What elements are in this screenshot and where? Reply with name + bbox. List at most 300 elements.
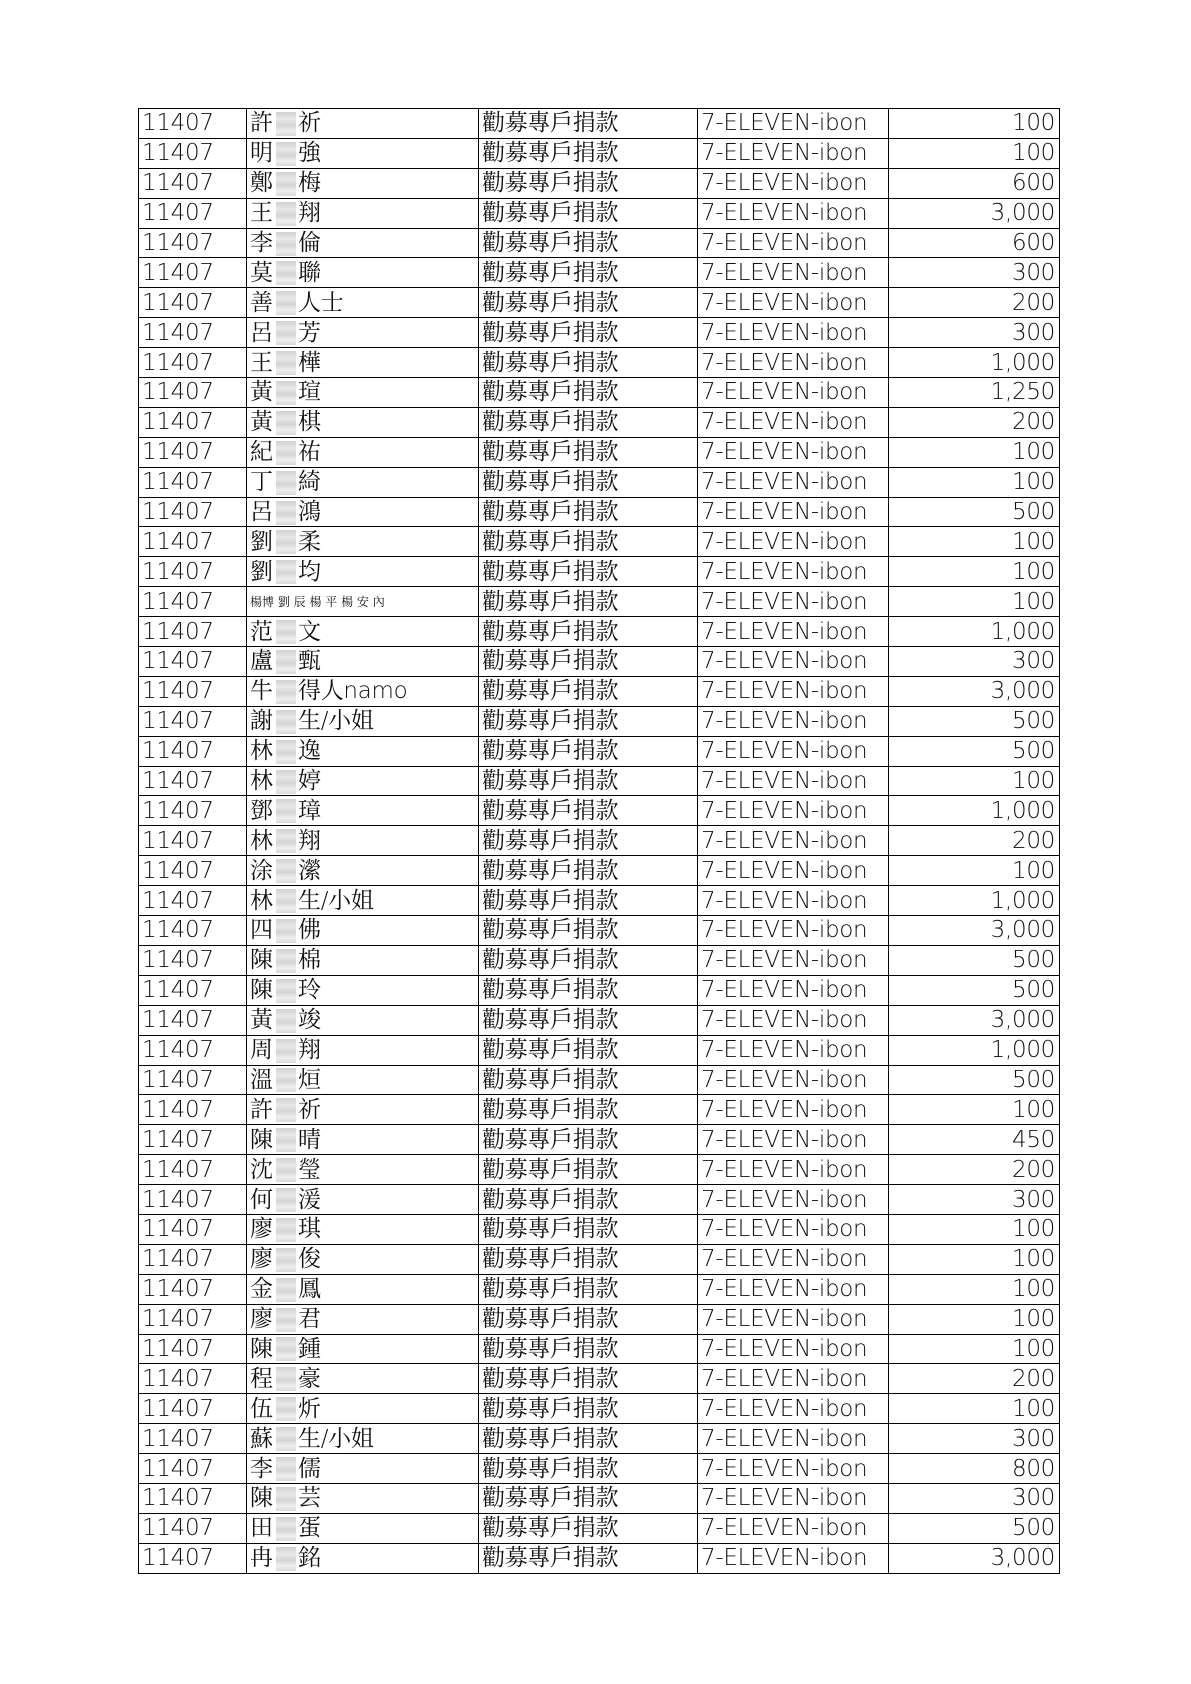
period-cell: 11407 bbox=[139, 886, 247, 916]
period-cell: 11407 bbox=[139, 1304, 247, 1334]
donor-surname: 金 bbox=[250, 1276, 273, 1303]
donor-surname: 呂 bbox=[250, 499, 273, 526]
donor-given-name: 翔 bbox=[298, 1037, 321, 1064]
donation-table bbox=[138, 108, 1060, 1574]
donor-surname: 陳 bbox=[250, 977, 273, 1004]
donation-type-cell: 勸募專戶捐款 bbox=[479, 826, 698, 856]
payment-channel-cell: 7-ELEVEN-ibon bbox=[698, 1483, 889, 1513]
donor-given-name: 烜 bbox=[298, 1066, 321, 1093]
donor-given-name: 祐 bbox=[298, 439, 321, 466]
donation-type-cell: 勸募專戶捐款 bbox=[479, 1244, 698, 1274]
redaction-block bbox=[276, 889, 296, 913]
redaction-block bbox=[276, 351, 296, 375]
payment-channel-cell: 7-ELEVEN-ibon bbox=[698, 288, 889, 318]
amount-cell: 500 bbox=[889, 1513, 1060, 1543]
table-row bbox=[139, 706, 1060, 736]
amount-cell: 100 bbox=[889, 138, 1060, 168]
period-cell: 11407 bbox=[139, 1334, 247, 1364]
period-cell: 11407 bbox=[139, 437, 247, 467]
period-cell: 11407 bbox=[139, 318, 247, 348]
donor-name-cell bbox=[247, 706, 479, 736]
donation-type-cell: 勸募專戶捐款 bbox=[479, 766, 698, 796]
amount-cell: 800 bbox=[889, 1454, 1060, 1484]
donor-surname: 盧 bbox=[250, 648, 273, 675]
table-row bbox=[139, 1095, 1060, 1125]
donation-type-cell: 勸募專戶捐款 bbox=[479, 497, 698, 527]
period-cell: 11407 bbox=[139, 1095, 247, 1125]
donor-given-name: 生/小姐 bbox=[298, 1425, 374, 1452]
payment-channel-cell: 7-ELEVEN-ibon bbox=[698, 1543, 889, 1573]
amount-cell: 100 bbox=[889, 1095, 1060, 1125]
period-cell: 11407 bbox=[139, 198, 247, 228]
donor-name-cell bbox=[247, 1543, 479, 1573]
amount-cell: 1,000 bbox=[889, 796, 1060, 826]
payment-channel-cell: 7-ELEVEN-ibon bbox=[698, 736, 889, 766]
payment-channel-cell: 7-ELEVEN-ibon bbox=[698, 258, 889, 288]
payment-channel-cell: 7-ELEVEN-ibon bbox=[698, 1274, 889, 1304]
donation-type-cell: 勸募專戶捐款 bbox=[479, 916, 698, 946]
donor-name-cell bbox=[247, 1155, 479, 1185]
period-cell: 11407 bbox=[139, 706, 247, 736]
donor-surname: 廖 bbox=[250, 1216, 273, 1243]
amount-cell: 100 bbox=[889, 557, 1060, 587]
donation-type-cell: 勸募專戶捐款 bbox=[479, 1185, 698, 1215]
donor-given-name: 豪 bbox=[298, 1365, 321, 1392]
donor-name-cell bbox=[247, 318, 479, 348]
donor-surname: 謝 bbox=[250, 708, 273, 735]
table-row bbox=[139, 1424, 1060, 1454]
donation-type-cell: 勸募專戶捐款 bbox=[479, 1543, 698, 1573]
redaction-block bbox=[276, 261, 296, 285]
donation-type-cell: 勸募專戶捐款 bbox=[479, 1005, 698, 1035]
donor-given-name: 祈 bbox=[298, 110, 321, 137]
donor-given-name: 生/小姐 bbox=[298, 887, 374, 914]
payment-channel-cell: 7-ELEVEN-ibon bbox=[698, 407, 889, 437]
donation-type-cell: 勸募專戶捐款 bbox=[479, 378, 698, 408]
donor-surname: 牛 bbox=[250, 678, 273, 705]
redaction-block bbox=[276, 530, 296, 554]
donor-surname: 王 bbox=[250, 200, 273, 227]
donor-given-name: 聯 bbox=[298, 259, 321, 286]
donor-name-cell bbox=[247, 1214, 479, 1244]
period-cell: 11407 bbox=[139, 826, 247, 856]
donor-name-text: 楊博 劉 辰 楊 平 楊 安 內 bbox=[250, 594, 385, 609]
period-cell: 11407 bbox=[139, 109, 247, 139]
donor-surname: 廖 bbox=[250, 1246, 273, 1273]
amount-cell: 300 bbox=[889, 258, 1060, 288]
donor-surname: 紀 bbox=[250, 439, 273, 466]
donation-type-cell: 勸募專戶捐款 bbox=[479, 1424, 698, 1454]
donor-name-cell bbox=[247, 736, 479, 766]
donation-type-cell: 勸募專戶捐款 bbox=[479, 557, 698, 587]
donor-given-name: 強 bbox=[298, 140, 321, 167]
redaction-block bbox=[276, 979, 296, 1003]
donation-type-cell: 勸募專戶捐款 bbox=[479, 109, 698, 139]
redaction-block bbox=[276, 441, 296, 465]
payment-channel-cell: 7-ELEVEN-ibon bbox=[698, 557, 889, 587]
donor-name-cell bbox=[247, 138, 479, 168]
amount-cell: 1,000 bbox=[889, 348, 1060, 378]
donor-name-cell bbox=[247, 168, 479, 198]
donor-name-cell bbox=[247, 378, 479, 408]
donor-surname: 陳 bbox=[250, 1126, 273, 1153]
period-cell: 11407 bbox=[139, 1005, 247, 1035]
period-cell: 11407 bbox=[139, 1274, 247, 1304]
amount-cell: 600 bbox=[889, 228, 1060, 258]
table-row bbox=[139, 437, 1060, 467]
donor-surname: 明 bbox=[250, 140, 273, 167]
period-cell: 11407 bbox=[139, 1394, 247, 1424]
redaction-block bbox=[276, 1039, 296, 1063]
donation-type-cell: 勸募專戶捐款 bbox=[479, 587, 698, 617]
redaction-block bbox=[276, 501, 296, 525]
period-cell: 11407 bbox=[139, 138, 247, 168]
amount-cell: 100 bbox=[889, 1244, 1060, 1274]
table-row bbox=[139, 1394, 1060, 1424]
donor-surname: 李 bbox=[250, 1455, 273, 1482]
redaction-block bbox=[276, 172, 296, 196]
donor-surname: 廖 bbox=[250, 1306, 273, 1333]
redaction-block bbox=[276, 620, 296, 644]
redaction-block bbox=[276, 1547, 296, 1571]
redaction-block bbox=[276, 1308, 296, 1332]
redaction-block bbox=[276, 1457, 296, 1481]
amount-cell: 3,000 bbox=[889, 1543, 1060, 1573]
redaction-block bbox=[276, 321, 296, 345]
donor-given-name: 梅 bbox=[298, 170, 321, 197]
table-row bbox=[139, 1005, 1060, 1035]
payment-channel-cell: 7-ELEVEN-ibon bbox=[698, 1065, 889, 1095]
donation-type-cell: 勸募專戶捐款 bbox=[479, 886, 698, 916]
table-row bbox=[139, 587, 1060, 617]
amount-cell: 100 bbox=[889, 1334, 1060, 1364]
payment-channel-cell: 7-ELEVEN-ibon bbox=[698, 378, 889, 408]
period-cell: 11407 bbox=[139, 258, 247, 288]
donor-name-cell bbox=[247, 1304, 479, 1334]
donor-surname: 丁 bbox=[250, 469, 273, 496]
donor-name-cell bbox=[247, 916, 479, 946]
donor-name-cell bbox=[247, 198, 479, 228]
redaction-block bbox=[276, 829, 296, 853]
amount-cell: 100 bbox=[889, 1304, 1060, 1334]
donor-surname: 許 bbox=[250, 110, 273, 137]
period-cell: 11407 bbox=[139, 1214, 247, 1244]
payment-channel-cell: 7-ELEVEN-ibon bbox=[698, 1095, 889, 1125]
table-row bbox=[139, 736, 1060, 766]
donation-type-cell: 勸募專戶捐款 bbox=[479, 856, 698, 886]
amount-cell: 100 bbox=[889, 1274, 1060, 1304]
amount-cell: 600 bbox=[889, 168, 1060, 198]
period-cell: 11407 bbox=[139, 587, 247, 617]
redaction-block bbox=[276, 1128, 296, 1152]
donation-type-cell: 勸募專戶捐款 bbox=[479, 1214, 698, 1244]
donor-given-name: 蛋 bbox=[298, 1515, 321, 1542]
donor-given-name: 瑩 bbox=[298, 1156, 321, 1183]
table-row bbox=[139, 407, 1060, 437]
table-row bbox=[139, 1334, 1060, 1364]
period-cell: 11407 bbox=[139, 736, 247, 766]
donation-type-cell: 勸募專戶捐款 bbox=[479, 1483, 698, 1513]
amount-cell: 500 bbox=[889, 945, 1060, 975]
table-row bbox=[139, 557, 1060, 587]
amount-cell: 100 bbox=[889, 856, 1060, 886]
table-row bbox=[139, 228, 1060, 258]
donor-name-cell bbox=[247, 288, 479, 318]
period-cell: 11407 bbox=[139, 348, 247, 378]
donor-given-name: 倫 bbox=[298, 230, 321, 256]
donor-name-cell bbox=[247, 1364, 479, 1394]
donor-given-name: 炘 bbox=[298, 1395, 321, 1422]
donor-name-cell bbox=[247, 826, 479, 856]
payment-channel-cell: 7-ELEVEN-ibon bbox=[698, 1304, 889, 1334]
payment-channel-cell: 7-ELEVEN-ibon bbox=[698, 1454, 889, 1484]
donor-given-name: 湲 bbox=[298, 1186, 321, 1213]
donation-type-cell: 勸募專戶捐款 bbox=[479, 617, 698, 647]
donation-type-cell: 勸募專戶捐款 bbox=[479, 1513, 698, 1543]
table-row bbox=[139, 348, 1060, 378]
period-cell: 11407 bbox=[139, 796, 247, 826]
amount-cell: 300 bbox=[889, 1185, 1060, 1215]
period-cell: 11407 bbox=[139, 1185, 247, 1215]
redaction-block bbox=[276, 1278, 296, 1302]
table-row bbox=[139, 378, 1060, 408]
donation-type-cell: 勸募專戶捐款 bbox=[479, 706, 698, 736]
donor-given-name: 棉 bbox=[298, 947, 321, 974]
donation-type-cell: 勸募專戶捐款 bbox=[479, 527, 698, 557]
redaction-block bbox=[276, 411, 296, 435]
payment-channel-cell: 7-ELEVEN-ibon bbox=[698, 1244, 889, 1274]
redaction-block bbox=[276, 1337, 296, 1361]
payment-channel-cell: 7-ELEVEN-ibon bbox=[698, 497, 889, 527]
redaction-block bbox=[276, 949, 296, 973]
donation-type-cell: 勸募專戶捐款 bbox=[479, 676, 698, 706]
donor-name-cell bbox=[247, 1334, 479, 1364]
donor-surname: 黃 bbox=[250, 409, 273, 436]
payment-channel-cell: 7-ELEVEN-ibon bbox=[698, 467, 889, 497]
payment-channel-cell: 7-ELEVEN-ibon bbox=[698, 168, 889, 198]
period-cell: 11407 bbox=[139, 1513, 247, 1543]
donor-name-cell bbox=[247, 647, 479, 677]
donor-name-cell bbox=[247, 945, 479, 975]
table-row bbox=[139, 916, 1060, 946]
donor-surname: 陳 bbox=[250, 947, 273, 974]
amount-cell: 500 bbox=[889, 1065, 1060, 1095]
donor-given-name: 鍾 bbox=[298, 1335, 321, 1362]
payment-channel-cell: 7-ELEVEN-ibon bbox=[698, 1334, 889, 1364]
period-cell: 11407 bbox=[139, 497, 247, 527]
table-row bbox=[139, 1155, 1060, 1185]
donation-type-cell: 勸募專戶捐款 bbox=[479, 1095, 698, 1125]
donor-name-cell bbox=[247, 796, 479, 826]
donor-surname: 許 bbox=[250, 1096, 273, 1123]
table-row bbox=[139, 1035, 1060, 1065]
donor-surname: 莫 bbox=[250, 259, 273, 286]
period-cell: 11407 bbox=[139, 676, 247, 706]
donor-surname: 周 bbox=[250, 1037, 273, 1064]
donor-name-cell bbox=[247, 1065, 479, 1095]
table-row bbox=[139, 1513, 1060, 1543]
period-cell: 11407 bbox=[139, 527, 247, 557]
donor-name-cell bbox=[247, 1483, 479, 1513]
period-cell: 11407 bbox=[139, 1155, 247, 1185]
donor-surname: 蘇 bbox=[250, 1425, 273, 1452]
payment-channel-cell: 7-ELEVEN-ibon bbox=[698, 886, 889, 916]
redaction-block bbox=[276, 142, 296, 166]
donation-type-cell: 勸募專戶捐款 bbox=[479, 1065, 698, 1095]
table-row bbox=[139, 527, 1060, 557]
payment-channel-cell: 7-ELEVEN-ibon bbox=[698, 228, 889, 258]
donor-surname: 鄭 bbox=[250, 170, 273, 197]
donor-surname: 善 bbox=[250, 289, 273, 316]
period-cell: 11407 bbox=[139, 288, 247, 318]
redaction-block bbox=[276, 202, 296, 226]
redaction-block bbox=[276, 232, 296, 256]
donor-surname: 劉 bbox=[250, 528, 273, 555]
period-cell: 11407 bbox=[139, 1125, 247, 1155]
period-cell: 11407 bbox=[139, 1454, 247, 1484]
donation-type-cell: 勸募專戶捐款 bbox=[479, 1394, 698, 1424]
payment-channel-cell: 7-ELEVEN-ibon bbox=[698, 975, 889, 1005]
amount-cell: 3,000 bbox=[889, 676, 1060, 706]
amount-cell: 100 bbox=[889, 1394, 1060, 1424]
amount-cell: 1,000 bbox=[889, 1035, 1060, 1065]
payment-channel-cell: 7-ELEVEN-ibon bbox=[698, 1125, 889, 1155]
payment-channel-cell: 7-ELEVEN-ibon bbox=[698, 138, 889, 168]
amount-cell: 100 bbox=[889, 527, 1060, 557]
donor-given-name: 逸 bbox=[298, 738, 321, 765]
period-cell: 11407 bbox=[139, 766, 247, 796]
payment-channel-cell: 7-ELEVEN-ibon bbox=[698, 198, 889, 228]
donor-given-name: 琪 bbox=[298, 1216, 321, 1243]
donor-name-cell bbox=[247, 1274, 479, 1304]
donation-type-cell: 勸募專戶捐款 bbox=[479, 348, 698, 378]
payment-channel-cell: 7-ELEVEN-ibon bbox=[698, 856, 889, 886]
donation-type-cell: 勸募專戶捐款 bbox=[479, 1125, 698, 1155]
donor-given-name: 生/小姐 bbox=[298, 708, 374, 735]
redaction-block bbox=[276, 680, 296, 704]
donation-type-cell: 勸募專戶捐款 bbox=[479, 467, 698, 497]
amount-cell: 500 bbox=[889, 497, 1060, 527]
amount-cell: 200 bbox=[889, 1364, 1060, 1394]
period-cell: 11407 bbox=[139, 228, 247, 258]
redaction-block bbox=[276, 1158, 296, 1182]
donor-name-cell bbox=[247, 766, 479, 796]
donation-type-cell: 勸募專戶捐款 bbox=[479, 647, 698, 677]
table-row bbox=[139, 168, 1060, 198]
table-row bbox=[139, 497, 1060, 527]
amount-cell: 1,250 bbox=[889, 378, 1060, 408]
payment-channel-cell: 7-ELEVEN-ibon bbox=[698, 109, 889, 139]
donation-type-cell: 勸募專戶捐款 bbox=[479, 1274, 698, 1304]
table-row bbox=[139, 288, 1060, 318]
period-cell: 11407 bbox=[139, 647, 247, 677]
table-row bbox=[139, 467, 1060, 497]
table-row bbox=[139, 856, 1060, 886]
donor-surname: 黃 bbox=[250, 1007, 273, 1034]
amount-cell: 100 bbox=[889, 1214, 1060, 1244]
payment-channel-cell: 7-ELEVEN-ibon bbox=[698, 437, 889, 467]
redaction-block bbox=[276, 770, 296, 794]
table-row bbox=[139, 1214, 1060, 1244]
redaction-block bbox=[276, 1188, 296, 1212]
table-row bbox=[139, 766, 1060, 796]
table-row bbox=[139, 1454, 1060, 1484]
amount-cell: 3,000 bbox=[889, 198, 1060, 228]
donor-given-name: 鳳 bbox=[298, 1276, 321, 1303]
table-row bbox=[139, 258, 1060, 288]
donor-given-name: 玲 bbox=[298, 977, 321, 1004]
donor-surname: 田 bbox=[250, 1515, 273, 1542]
payment-channel-cell: 7-ELEVEN-ibon bbox=[698, 1394, 889, 1424]
donor-surname: 沈 bbox=[250, 1156, 273, 1183]
payment-channel-cell: 7-ELEVEN-ibon bbox=[698, 1035, 889, 1065]
amount-cell: 500 bbox=[889, 706, 1060, 736]
donation-type-cell: 勸募專戶捐款 bbox=[479, 975, 698, 1005]
amount-cell: 3,000 bbox=[889, 1005, 1060, 1035]
payment-channel-cell: 7-ELEVEN-ibon bbox=[698, 617, 889, 647]
table-row bbox=[139, 1274, 1060, 1304]
donor-name-cell bbox=[247, 1394, 479, 1424]
table-row bbox=[139, 198, 1060, 228]
donor-surname: 林 bbox=[250, 768, 273, 795]
donor-name-cell bbox=[247, 587, 479, 617]
table-row bbox=[139, 945, 1060, 975]
donor-given-name: 棋 bbox=[298, 409, 321, 436]
donation-type-cell: 勸募專戶捐款 bbox=[479, 1364, 698, 1394]
amount-cell: 1,000 bbox=[889, 886, 1060, 916]
redaction-block bbox=[276, 650, 296, 674]
payment-channel-cell: 7-ELEVEN-ibon bbox=[698, 916, 889, 946]
donation-type-cell: 勸募專戶捐款 bbox=[479, 228, 698, 258]
amount-cell: 200 bbox=[889, 288, 1060, 318]
donor-given-name: 綺 bbox=[298, 469, 321, 496]
amount-cell: 100 bbox=[889, 109, 1060, 139]
donation-type-cell: 勸募專戶捐款 bbox=[479, 437, 698, 467]
table-row bbox=[139, 1065, 1060, 1095]
amount-cell: 300 bbox=[889, 1424, 1060, 1454]
period-cell: 11407 bbox=[139, 617, 247, 647]
redaction-block bbox=[276, 710, 296, 734]
donor-name-cell bbox=[247, 1454, 479, 1484]
donation-type-cell: 勸募專戶捐款 bbox=[479, 138, 698, 168]
donor-name-cell bbox=[247, 228, 479, 258]
donor-name-cell bbox=[247, 617, 479, 647]
donor-given-name: 銘 bbox=[298, 1545, 321, 1572]
donor-given-name: 翔 bbox=[298, 200, 321, 227]
donor-name-cell bbox=[247, 437, 479, 467]
table-row bbox=[139, 318, 1060, 348]
period-cell: 11407 bbox=[139, 1424, 247, 1454]
redaction-block bbox=[276, 1517, 296, 1541]
payment-channel-cell: 7-ELEVEN-ibon bbox=[698, 318, 889, 348]
table-row bbox=[139, 975, 1060, 1005]
redaction-block bbox=[276, 740, 296, 764]
redaction-block bbox=[276, 1367, 296, 1391]
amount-cell: 300 bbox=[889, 318, 1060, 348]
donation-type-cell: 勸募專戶捐款 bbox=[479, 1304, 698, 1334]
payment-channel-cell: 7-ELEVEN-ibon bbox=[698, 1424, 889, 1454]
period-cell: 11407 bbox=[139, 407, 247, 437]
amount-cell: 450 bbox=[889, 1125, 1060, 1155]
donor-name-cell bbox=[247, 1095, 479, 1125]
donor-surname: 程 bbox=[250, 1365, 273, 1392]
period-cell: 11407 bbox=[139, 378, 247, 408]
payment-channel-cell: 7-ELEVEN-ibon bbox=[698, 1513, 889, 1543]
donor-surname: 陳 bbox=[250, 1335, 273, 1362]
donation-type-cell: 勸募專戶捐款 bbox=[479, 736, 698, 766]
payment-channel-cell: 7-ELEVEN-ibon bbox=[698, 766, 889, 796]
donation-type-cell: 勸募專戶捐款 bbox=[479, 258, 698, 288]
